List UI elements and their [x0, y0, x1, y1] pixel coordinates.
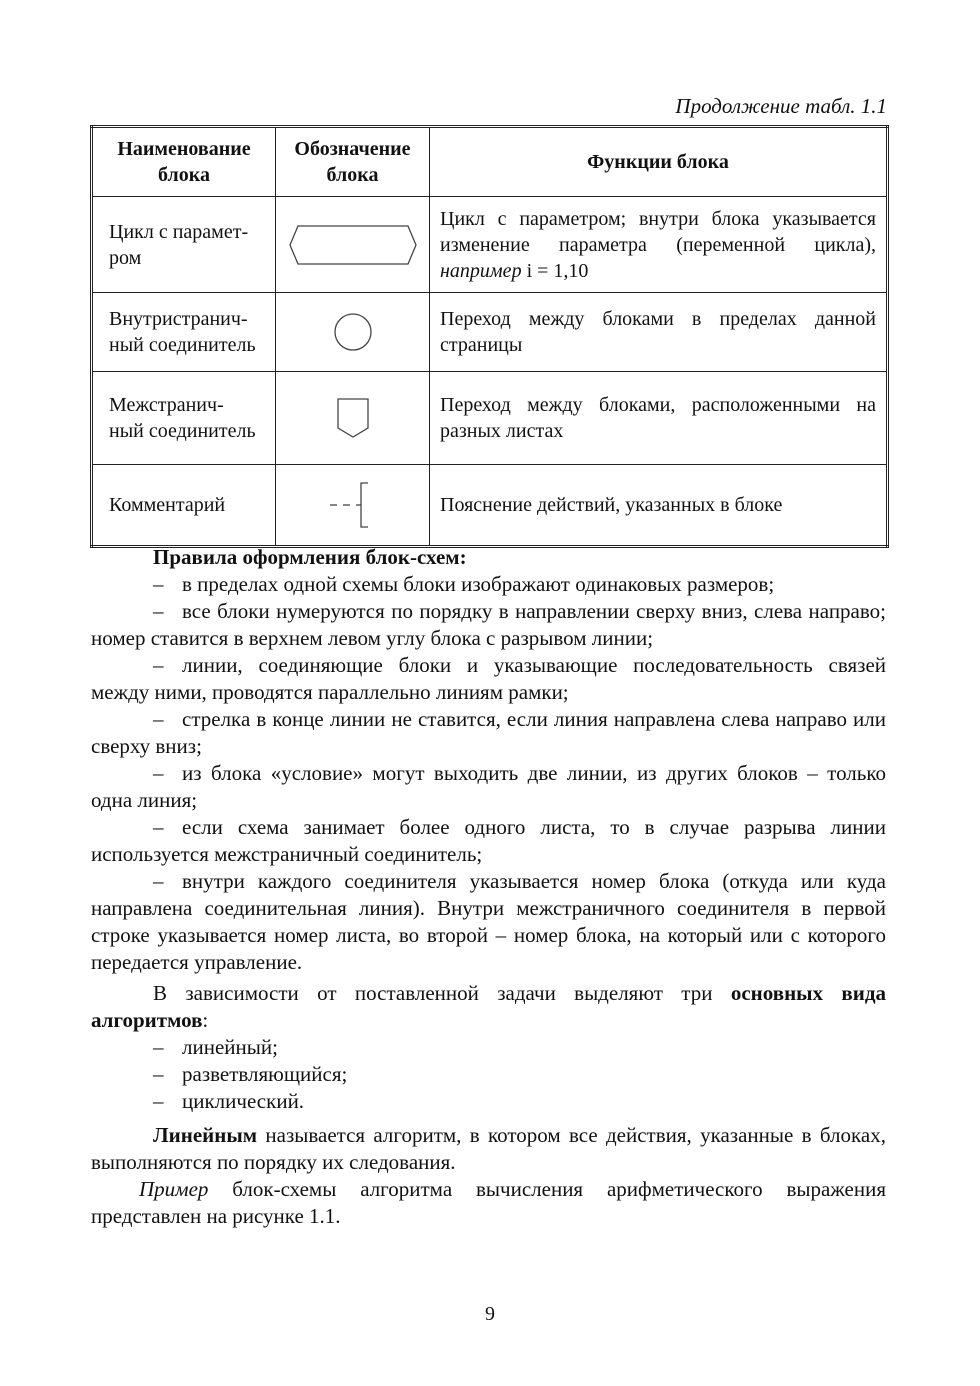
- table-row: [92, 293, 888, 372]
- table-caption: Продолжение табл. 1.1: [675, 94, 887, 118]
- example-paragraph: Пример блок-схемы алгоритма вычисления арифметического выражения представлен на рисунке 1.1.: [91, 1177, 886, 1228]
- list-item: – линии, соединяющие блоки и указывающие последовательность связей между ними, проводятся параллельно линиям рамки;: [91, 653, 886, 704]
- block-symbol-cell: [276, 293, 430, 372]
- block-symbol-cell: [276, 197, 430, 293]
- block-function-cell: Переход между блоками, расположенными на разных листах: [430, 372, 888, 465]
- algorithm-types-paragraph: В зависимости от поставленной задачи выделяют три основных вида алгоритмов:: [91, 981, 886, 1032]
- block-symbol-cell: [276, 465, 430, 547]
- table-row: [92, 372, 888, 465]
- block-name-cell: Цикл с парамет- ром: [92, 197, 276, 293]
- list-item: – циклический.: [153, 1089, 305, 1113]
- connector-circle-icon: [332, 311, 374, 353]
- list-item: – стрелка в конце линии не ставится, если линия направлена слева направо или сверху вниз;: [91, 707, 886, 758]
- block-function-cell: Цикл с параметром; внутри блока указывается изменение параметра (переменной цикла), например i = 1,10: [430, 197, 888, 293]
- list-item: – все блоки нумеруются по порядку в направлении сверху вниз, слева направо; номер ставится в верхнем левом углу блока с разрывом линии;: [91, 599, 886, 650]
- flowchart-blocks-table: [90, 125, 889, 548]
- body-text: [91, 544, 886, 1230]
- offpage-connector-icon: [335, 396, 371, 440]
- block-symbol-cell: [276, 372, 430, 465]
- block-name-cell: Межстранич- ный соединитель: [92, 372, 276, 465]
- comment-bracket-icon: [328, 481, 378, 529]
- list-item: – в пределах одной схемы блоки изображают одинаковых размеров;: [153, 572, 775, 596]
- block-name-cell: Комментарий: [92, 465, 276, 547]
- block-function-cell: Пояснение действий, указанных в блоке: [430, 465, 888, 547]
- linear-definition-paragraph: Линейным называется алгоритм, в котором все действия, указанные в блоках, выполняются по порядку их следования.: [91, 1123, 886, 1174]
- list-item: – линейный;: [153, 1035, 278, 1059]
- rules-heading: Правила оформления блок-схем:: [153, 545, 467, 569]
- block-name-cell: Внутристранич- ный соединитель: [92, 293, 276, 372]
- block-function-cell: Переход между блоками в пределах данной страницы: [430, 293, 888, 372]
- list-item: – разветвляющийся;: [153, 1062, 348, 1086]
- table-header-row: [92, 127, 888, 197]
- header-block-name: Наименование блока: [92, 127, 276, 197]
- table-row: [92, 197, 888, 293]
- list-item: – из блока «условие» могут выходить две линии, из других блоков – только одна линия;: [91, 761, 886, 812]
- list-item: – внутри каждого соединителя указывается номер блока (откуда или куда направлена соединительная линия). Внутри межстраничного соединителя в первой строке указывается номер листа, во второй – номер блока, на который или с которого передается управление.: [91, 869, 886, 974]
- header-block-function: Функции блока: [430, 127, 888, 197]
- table-row: [92, 465, 888, 547]
- page-number: 9: [485, 1303, 495, 1325]
- list-item: – если схема занимает более одного листа, то в случае разрыва линии используется межстраничный соединитель;: [91, 815, 886, 866]
- header-block-symbol: Обозначение блока: [276, 127, 430, 197]
- loop-hexagon-icon: [288, 224, 418, 266]
